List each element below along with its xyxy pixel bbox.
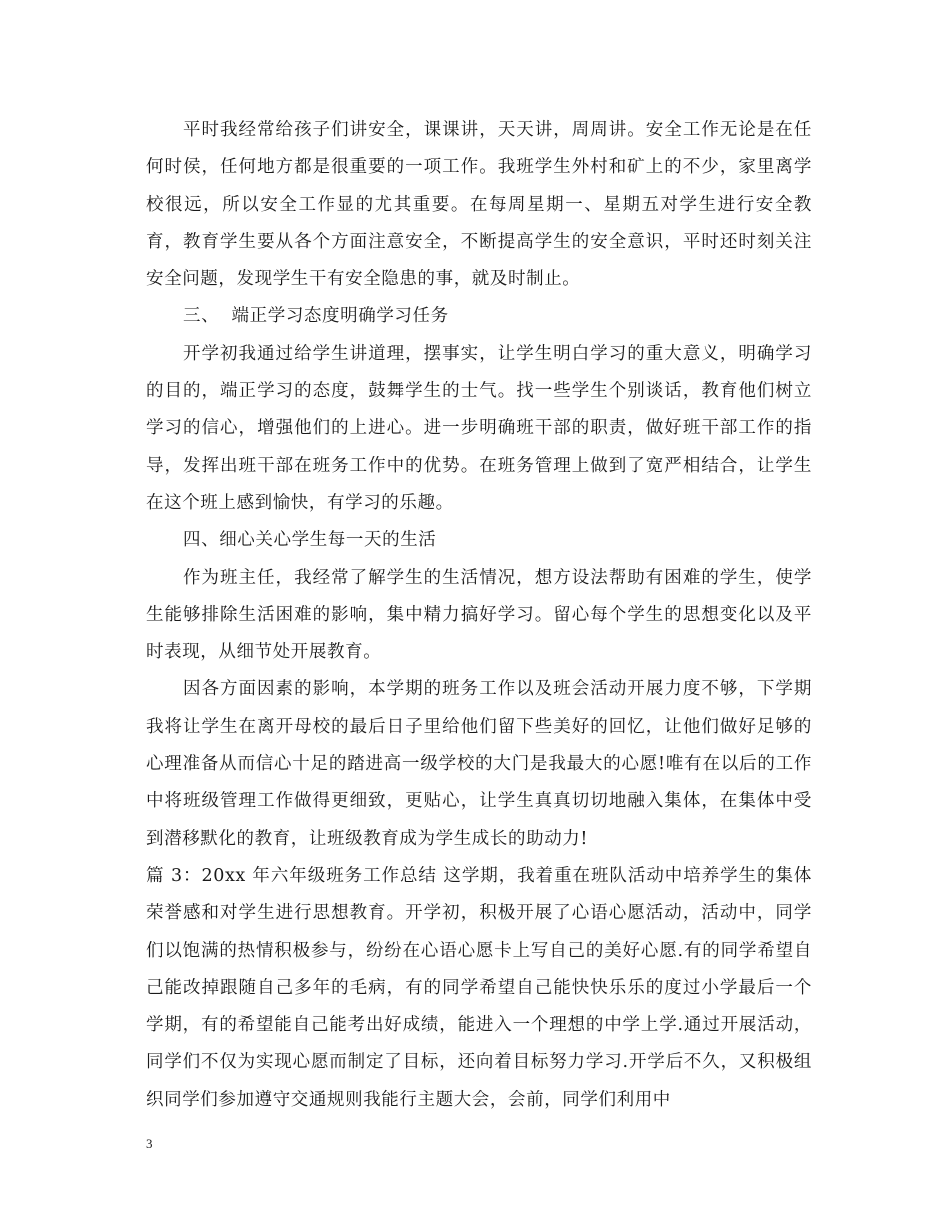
paragraph-student-life: 作为班主任，我经常了解学生的生活情况，想方设法帮助有困难的学生，使学生能够排除生活困难的影响，集中精力搞好学习。留心每个学生的思想变化以及平时表现，从细节处开展教育。 [146,567,812,663]
section-heading-four: 四、细心关心学生每一天的生活 [183,530,437,551]
paragraph-article-three: 篇 3：20xx 年六年级班务工作总结 这学期，我着重在班队活动中培养学生的集体荣誉感和对学生进行思想教育。开学初，积极开展了心语心愿活动，活动中，同学们以饱满的热情积极参与，纷纷在心语心愿卡上写自己的美好心愿.有的同学希望自己能改掉跟随自己多年的毛病，有的同学希望自己能快快乐乐的度过小学最后一个学期，有的希望能自己能考出好成绩，能进入一个理想的中学上学.通过开展活动，同学们不仅为实现心愿而制定了目标，还向着目标努力学习.开学后不久，又积极组织同学们参加遵守交通规则我能行主题大会，会前，同学们利用中 [146,865,812,1110]
paragraph-safety-education: 平时我经常给孩子们讲安全，课课讲，天天讲，周周讲。安全工作无论是在任何时侯，任何地方都是很重要的一项工作。我班学生外村和矿上的不少，家里离学校很远，所以安全工作显的尤其重要。在每周星期一、星期五对学生进行安全教育，教育学生要从各个方面注意安全，不断提高学生的安全意识，平时还时刻关注安全问题，发现学生干有安全隐患的事，就及时制止。 [146,120,812,290]
paragraph-semester-reflection: 因各方面因素的影响，本学期的班务工作以及班会活动开展力度不够，下学期我将让学生在离开母校的最后日子里给他们留下些美好的回忆，让他们做好足够的心理准备从而信心十足的踏进高一级学校的大门是我最大的心愿!唯有在以后的工作中将班级管理工作做得更细致，更贴心，让学生真真切切地融入集体，在集体中受到潜移默化的教育，让班级教育成为学生成长的助动力! [146,679,812,849]
paragraph-learning-attitude: 开学初我通过给学生讲道理，摆事实，让学生明白学习的重大意义，明确学习的目的，端正学习的态度，鼓舞学生的士气。找一些学生个别谈话，教育他们树立学习的信心，增强他们的上进心。进一步明确班干部的职责，做好班干部工作的指导，发挥出班干部在班务工作中的优势。在班务管理上做到了宽严相结合，让学生在这个班上感到愉快，有学习的乐趣。 [146,343,812,513]
page-number: 3 [146,1136,153,1151]
document-body [146,112,812,1119]
section-heading-three: 三、 端正学习态度明确学习任务 [183,306,449,327]
